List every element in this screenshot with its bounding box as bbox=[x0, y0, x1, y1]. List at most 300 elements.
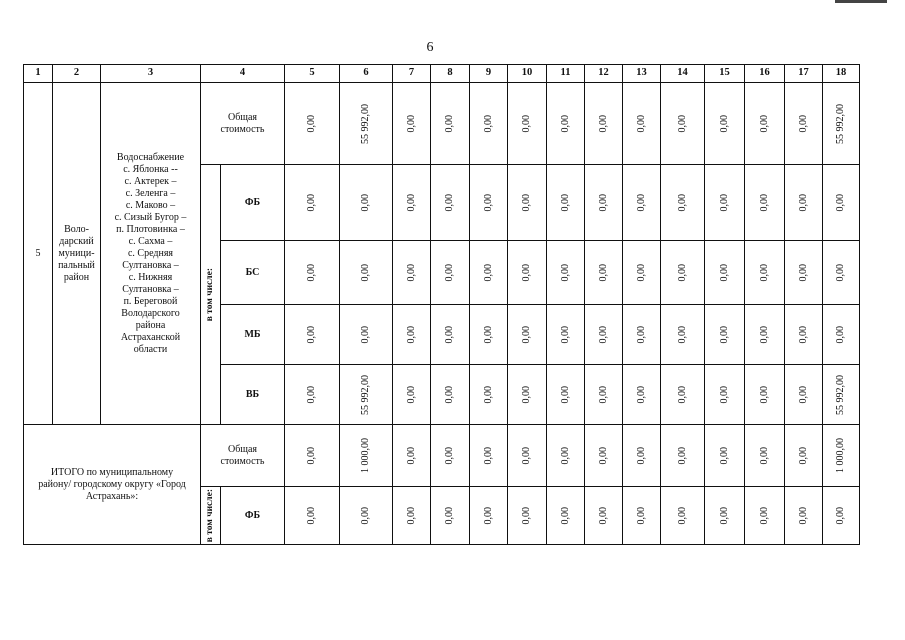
value-cell bbox=[508, 487, 547, 545]
value-cell bbox=[705, 425, 745, 487]
value-wrapper bbox=[705, 326, 744, 344]
value-cell bbox=[285, 83, 340, 165]
value-cell bbox=[393, 487, 431, 545]
value-wrapper bbox=[393, 326, 430, 344]
value-cell bbox=[745, 83, 785, 165]
value-wrapper bbox=[547, 115, 584, 133]
value-wrapper bbox=[661, 115, 704, 133]
value-cell bbox=[661, 365, 705, 425]
value-cell bbox=[340, 305, 393, 365]
col-header: 18 bbox=[823, 65, 860, 83]
value-wrapper bbox=[547, 447, 584, 465]
cell-value: 0,00 bbox=[405, 325, 417, 344]
cell-value: 0,00 bbox=[444, 193, 455, 212]
value-wrapper bbox=[470, 386, 507, 404]
cell-value: 0,00 bbox=[676, 325, 688, 344]
cell-value: 0,00 bbox=[306, 193, 317, 212]
value-wrapper bbox=[623, 507, 660, 525]
cell-value: 0,00 bbox=[306, 506, 317, 525]
value-wrapper bbox=[823, 438, 859, 473]
value-cell bbox=[431, 241, 470, 305]
value-cell bbox=[393, 83, 431, 165]
value-wrapper bbox=[585, 507, 622, 525]
value-cell bbox=[393, 241, 431, 305]
including-label-cell bbox=[201, 165, 221, 425]
value-wrapper bbox=[623, 386, 660, 404]
value-wrapper bbox=[547, 264, 584, 282]
value-cell bbox=[823, 165, 860, 241]
value-cell bbox=[661, 305, 705, 365]
value-wrapper bbox=[393, 386, 430, 404]
value-cell bbox=[785, 365, 823, 425]
value-cell bbox=[661, 241, 705, 305]
value-cell bbox=[661, 425, 705, 487]
cell-value: 0,00 bbox=[835, 325, 846, 344]
value-cell bbox=[431, 305, 470, 365]
col-header: 9 bbox=[470, 65, 508, 83]
value-wrapper bbox=[785, 264, 822, 282]
value-wrapper bbox=[393, 447, 430, 465]
col-header: 11 bbox=[547, 65, 585, 83]
value-wrapper bbox=[431, 326, 469, 344]
value-wrapper bbox=[785, 115, 822, 133]
value-wrapper bbox=[285, 447, 339, 465]
value-wrapper bbox=[431, 264, 469, 282]
value-wrapper bbox=[508, 386, 546, 404]
itogo-including-label-cell bbox=[201, 487, 221, 545]
value-wrapper bbox=[661, 447, 704, 465]
value-cell bbox=[470, 165, 508, 241]
value-cell bbox=[785, 241, 823, 305]
cell-value: 0,00 bbox=[444, 385, 455, 404]
cell-value: 0,00 bbox=[405, 385, 417, 404]
object-description: Водоснабжение с. Яблонка -- с. Актерек – с. Зеленга – с. Маково – с. Сизый Бугор – п. Плотовинка – с. Сахма – с. Средняя Султановка – с. Нижняя Султановка – п. Береговой Володарского района Астраханской области bbox=[101, 83, 201, 425]
value-cell bbox=[705, 305, 745, 365]
cell-value: 55 992,00 bbox=[360, 103, 371, 144]
cell-value: 0,00 bbox=[676, 385, 688, 404]
value-cell bbox=[623, 165, 661, 241]
value-cell bbox=[585, 305, 623, 365]
value-cell bbox=[508, 165, 547, 241]
value-wrapper bbox=[745, 326, 784, 344]
value-cell bbox=[745, 305, 785, 365]
cell-value: 0,00 bbox=[306, 385, 317, 404]
cell-value: 0,00 bbox=[758, 325, 770, 344]
value-cell bbox=[585, 83, 623, 165]
cell-value: 0,00 bbox=[444, 446, 455, 465]
value-wrapper bbox=[661, 264, 704, 282]
cell-value: 0,00 bbox=[521, 114, 532, 133]
value-wrapper bbox=[393, 194, 430, 212]
value-cell bbox=[470, 83, 508, 165]
value-wrapper bbox=[745, 386, 784, 404]
value-cell bbox=[470, 305, 508, 365]
value-cell bbox=[285, 487, 340, 545]
value-wrapper bbox=[508, 507, 546, 525]
value-wrapper bbox=[661, 507, 704, 525]
value-wrapper bbox=[508, 326, 546, 344]
cell-value: 0,00 bbox=[482, 385, 494, 404]
value-wrapper bbox=[823, 194, 859, 212]
value-cell bbox=[785, 83, 823, 165]
col-header: 3 bbox=[101, 65, 201, 83]
cell-value: 0,00 bbox=[521, 325, 532, 344]
value-cell bbox=[340, 365, 393, 425]
value-cell bbox=[623, 83, 661, 165]
value-cell bbox=[585, 241, 623, 305]
cell-value: 0,00 bbox=[718, 263, 730, 282]
value-cell bbox=[508, 83, 547, 165]
itogo-including-label: в том числе: bbox=[204, 488, 215, 543]
cell-value: 0,00 bbox=[597, 385, 609, 404]
value-cell bbox=[431, 165, 470, 241]
value-cell bbox=[623, 305, 661, 365]
value-cell bbox=[508, 425, 547, 487]
value-wrapper bbox=[585, 264, 622, 282]
value-wrapper bbox=[661, 386, 704, 404]
cell-value: 1 000,00 bbox=[360, 438, 371, 473]
value-wrapper bbox=[340, 104, 392, 144]
value-wrapper bbox=[547, 507, 584, 525]
cell-value: 0,00 bbox=[360, 325, 371, 344]
itogo-label: ИТОГО по муниципальному району/ городскому округу «Город Астрахань»: bbox=[24, 425, 201, 545]
value-cell bbox=[431, 487, 470, 545]
page-number: 6 bbox=[426, 40, 434, 55]
value-wrapper bbox=[705, 386, 744, 404]
cell-value: 0,00 bbox=[405, 263, 417, 282]
scan-edge-mark bbox=[835, 0, 887, 3]
col-header: 2 bbox=[53, 65, 101, 83]
value-wrapper bbox=[470, 194, 507, 212]
value-cell bbox=[585, 365, 623, 425]
cell-value: 0,00 bbox=[597, 114, 609, 133]
cell-value: 0,00 bbox=[635, 325, 647, 344]
value-cell bbox=[285, 165, 340, 241]
value-wrapper bbox=[705, 447, 744, 465]
cell-value: 0,00 bbox=[559, 385, 571, 404]
value-cell bbox=[823, 487, 860, 545]
value-cell bbox=[393, 365, 431, 425]
col-header: 10 bbox=[508, 65, 547, 83]
value-cell bbox=[585, 165, 623, 241]
value-wrapper bbox=[745, 115, 784, 133]
value-wrapper bbox=[340, 194, 392, 212]
cell-value: 0,00 bbox=[521, 193, 532, 212]
value-cell bbox=[785, 165, 823, 241]
value-wrapper bbox=[785, 386, 822, 404]
cell-value: 55 992,00 bbox=[835, 374, 846, 415]
value-wrapper bbox=[745, 264, 784, 282]
col-header: 12 bbox=[585, 65, 623, 83]
value-wrapper bbox=[623, 115, 660, 133]
value-wrapper bbox=[285, 386, 339, 404]
value-wrapper bbox=[661, 194, 704, 212]
value-cell bbox=[431, 425, 470, 487]
cell-value: 0,00 bbox=[635, 193, 647, 212]
value-wrapper bbox=[785, 194, 822, 212]
cell-value: 0,00 bbox=[559, 506, 571, 525]
value-wrapper bbox=[745, 507, 784, 525]
cell-value: 0,00 bbox=[718, 193, 730, 212]
value-cell bbox=[470, 425, 508, 487]
cell-value: 0,00 bbox=[360, 193, 371, 212]
value-wrapper bbox=[340, 438, 392, 473]
cell-value: 0,00 bbox=[835, 263, 846, 282]
cell-value: 0,00 bbox=[758, 263, 770, 282]
value-wrapper bbox=[285, 507, 339, 525]
cell-value: 0,00 bbox=[676, 193, 688, 212]
itogo-total-cost-label: Общая стоимость bbox=[201, 425, 285, 487]
col-header: 13 bbox=[623, 65, 661, 83]
cell-value: 0,00 bbox=[360, 263, 371, 282]
cell-value: 0,00 bbox=[306, 114, 317, 133]
value-cell bbox=[785, 305, 823, 365]
including-label: в том числе: bbox=[204, 267, 215, 322]
value-cell bbox=[340, 165, 393, 241]
value-wrapper bbox=[585, 194, 622, 212]
cell-value: 0,00 bbox=[797, 193, 809, 212]
header-row bbox=[24, 65, 860, 83]
cell-value: 0,00 bbox=[559, 263, 571, 282]
cell-value: 0,00 bbox=[797, 446, 809, 465]
value-wrapper bbox=[823, 104, 859, 144]
value-wrapper bbox=[470, 264, 507, 282]
value-cell bbox=[470, 487, 508, 545]
value-wrapper bbox=[431, 194, 469, 212]
cell-value: 0,00 bbox=[444, 506, 455, 525]
value-cell bbox=[285, 425, 340, 487]
cell-value: 55 992,00 bbox=[835, 103, 846, 144]
cell-value: 0,00 bbox=[559, 114, 571, 133]
itogo-source-label-fb: ФБ bbox=[221, 487, 285, 545]
value-cell bbox=[623, 241, 661, 305]
value-wrapper bbox=[585, 386, 622, 404]
value-cell bbox=[623, 487, 661, 545]
value-wrapper bbox=[508, 264, 546, 282]
value-wrapper bbox=[285, 264, 339, 282]
cell-value: 0,00 bbox=[758, 506, 770, 525]
cell-value: 55 992,00 bbox=[360, 374, 371, 415]
source-label-vb: ВБ bbox=[221, 365, 285, 425]
cell-value: 0,00 bbox=[635, 385, 647, 404]
value-cell bbox=[547, 83, 585, 165]
value-wrapper bbox=[623, 264, 660, 282]
cell-value: 0,00 bbox=[482, 446, 494, 465]
cell-value: 0,00 bbox=[597, 193, 609, 212]
cell-value: 0,00 bbox=[635, 446, 647, 465]
value-cell bbox=[340, 425, 393, 487]
value-cell bbox=[705, 241, 745, 305]
value-cell bbox=[585, 487, 623, 545]
value-wrapper bbox=[470, 326, 507, 344]
cell-value: 0,00 bbox=[521, 263, 532, 282]
col-header: 16 bbox=[745, 65, 785, 83]
value-cell bbox=[285, 241, 340, 305]
cell-value: 1 000,00 bbox=[835, 438, 846, 473]
value-cell bbox=[745, 241, 785, 305]
value-wrapper bbox=[823, 264, 859, 282]
value-wrapper bbox=[585, 326, 622, 344]
cell-value: 0,00 bbox=[718, 114, 730, 133]
value-wrapper bbox=[623, 194, 660, 212]
col-header: 7 bbox=[393, 65, 431, 83]
value-wrapper bbox=[508, 194, 546, 212]
col-header: 8 bbox=[431, 65, 470, 83]
value-wrapper bbox=[393, 264, 430, 282]
value-cell bbox=[547, 365, 585, 425]
cell-value: 0,00 bbox=[405, 114, 417, 133]
value-cell bbox=[547, 305, 585, 365]
value-wrapper bbox=[705, 194, 744, 212]
value-cell bbox=[431, 365, 470, 425]
cell-value: 0,00 bbox=[482, 114, 494, 133]
value-cell bbox=[661, 165, 705, 241]
value-cell bbox=[585, 425, 623, 487]
value-wrapper bbox=[431, 447, 469, 465]
value-wrapper bbox=[705, 507, 744, 525]
cell-value: 0,00 bbox=[797, 114, 809, 133]
value-wrapper bbox=[705, 115, 744, 133]
value-wrapper bbox=[705, 264, 744, 282]
cell-value: 0,00 bbox=[676, 506, 688, 525]
value-cell bbox=[705, 487, 745, 545]
value-wrapper bbox=[823, 507, 859, 525]
value-wrapper bbox=[470, 447, 507, 465]
col-header: 15 bbox=[705, 65, 745, 83]
cell-value: 0,00 bbox=[718, 446, 730, 465]
col-header: 1 bbox=[24, 65, 53, 83]
cell-value: 0,00 bbox=[444, 114, 455, 133]
value-cell bbox=[823, 425, 860, 487]
value-wrapper bbox=[785, 326, 822, 344]
cell-value: 0,00 bbox=[306, 325, 317, 344]
value-wrapper bbox=[393, 115, 430, 133]
value-wrapper bbox=[585, 447, 622, 465]
cell-value: 0,00 bbox=[835, 193, 846, 212]
value-cell bbox=[285, 305, 340, 365]
cell-value: 0,00 bbox=[718, 506, 730, 525]
cell-value: 0,00 bbox=[835, 506, 846, 525]
row-number: 5 bbox=[24, 83, 53, 425]
value-wrapper bbox=[823, 375, 859, 415]
value-wrapper bbox=[785, 507, 822, 525]
cell-value: 0,00 bbox=[559, 193, 571, 212]
value-wrapper bbox=[745, 194, 784, 212]
value-wrapper bbox=[547, 326, 584, 344]
cell-value: 0,00 bbox=[482, 506, 494, 525]
source-label-fb: ФБ bbox=[221, 165, 285, 241]
cell-value: 0,00 bbox=[676, 114, 688, 133]
value-wrapper bbox=[585, 115, 622, 133]
investment-table bbox=[23, 64, 860, 545]
value-cell bbox=[470, 365, 508, 425]
value-wrapper bbox=[431, 115, 469, 133]
value-wrapper bbox=[823, 326, 859, 344]
itogo-total-row bbox=[24, 425, 860, 487]
value-wrapper bbox=[340, 507, 392, 525]
value-cell bbox=[823, 83, 860, 165]
value-cell bbox=[785, 425, 823, 487]
total-cost-label: Общая стоимость bbox=[201, 83, 285, 165]
value-wrapper bbox=[785, 447, 822, 465]
cell-value: 0,00 bbox=[360, 506, 371, 525]
value-wrapper bbox=[623, 326, 660, 344]
cell-value: 0,00 bbox=[521, 385, 532, 404]
cell-value: 0,00 bbox=[718, 325, 730, 344]
value-cell bbox=[393, 165, 431, 241]
cell-value: 0,00 bbox=[797, 385, 809, 404]
cell-value: 0,00 bbox=[718, 385, 730, 404]
cell-value: 0,00 bbox=[521, 506, 532, 525]
source-label-mb: МБ bbox=[221, 305, 285, 365]
value-cell bbox=[823, 305, 860, 365]
source-label-bs: БС bbox=[221, 241, 285, 305]
value-cell bbox=[508, 305, 547, 365]
value-cell bbox=[823, 241, 860, 305]
value-wrapper bbox=[340, 264, 392, 282]
value-cell bbox=[745, 165, 785, 241]
value-cell bbox=[705, 165, 745, 241]
value-cell bbox=[393, 305, 431, 365]
value-wrapper bbox=[431, 507, 469, 525]
cell-value: 0,00 bbox=[797, 325, 809, 344]
value-cell bbox=[745, 425, 785, 487]
cell-value: 0,00 bbox=[444, 325, 455, 344]
value-wrapper bbox=[470, 507, 507, 525]
col-header: 6 bbox=[340, 65, 393, 83]
value-wrapper bbox=[340, 326, 392, 344]
value-wrapper bbox=[470, 115, 507, 133]
value-cell bbox=[785, 487, 823, 545]
value-wrapper bbox=[285, 326, 339, 344]
value-cell bbox=[623, 425, 661, 487]
district-name: Воло- дарский муници- пальный район bbox=[53, 83, 101, 425]
value-wrapper bbox=[285, 194, 339, 212]
value-cell bbox=[823, 365, 860, 425]
col-header: 5 bbox=[285, 65, 340, 83]
cell-value: 0,00 bbox=[676, 263, 688, 282]
value-cell bbox=[340, 241, 393, 305]
cell-value: 0,00 bbox=[482, 325, 494, 344]
cell-value: 0,00 bbox=[597, 446, 609, 465]
cell-value: 0,00 bbox=[635, 506, 647, 525]
cell-value: 0,00 bbox=[559, 446, 571, 465]
value-wrapper bbox=[661, 326, 704, 344]
cell-value: 0,00 bbox=[482, 193, 494, 212]
value-cell bbox=[393, 425, 431, 487]
value-cell bbox=[661, 83, 705, 165]
cell-value: 0,00 bbox=[635, 114, 647, 133]
value-cell bbox=[623, 365, 661, 425]
cell-value: 0,00 bbox=[444, 263, 455, 282]
value-cell bbox=[705, 83, 745, 165]
cell-value: 0,00 bbox=[758, 385, 770, 404]
value-wrapper bbox=[623, 447, 660, 465]
cell-value: 0,00 bbox=[597, 506, 609, 525]
cell-value: 0,00 bbox=[405, 446, 417, 465]
cell-value: 0,00 bbox=[597, 325, 609, 344]
value-cell bbox=[285, 365, 340, 425]
cell-value: 0,00 bbox=[559, 325, 571, 344]
value-wrapper bbox=[547, 386, 584, 404]
value-wrapper bbox=[393, 507, 430, 525]
col-header: 4 bbox=[201, 65, 285, 83]
cell-value: 0,00 bbox=[758, 114, 770, 133]
value-cell bbox=[547, 425, 585, 487]
value-cell bbox=[508, 241, 547, 305]
value-wrapper bbox=[508, 115, 546, 133]
value-wrapper bbox=[431, 386, 469, 404]
